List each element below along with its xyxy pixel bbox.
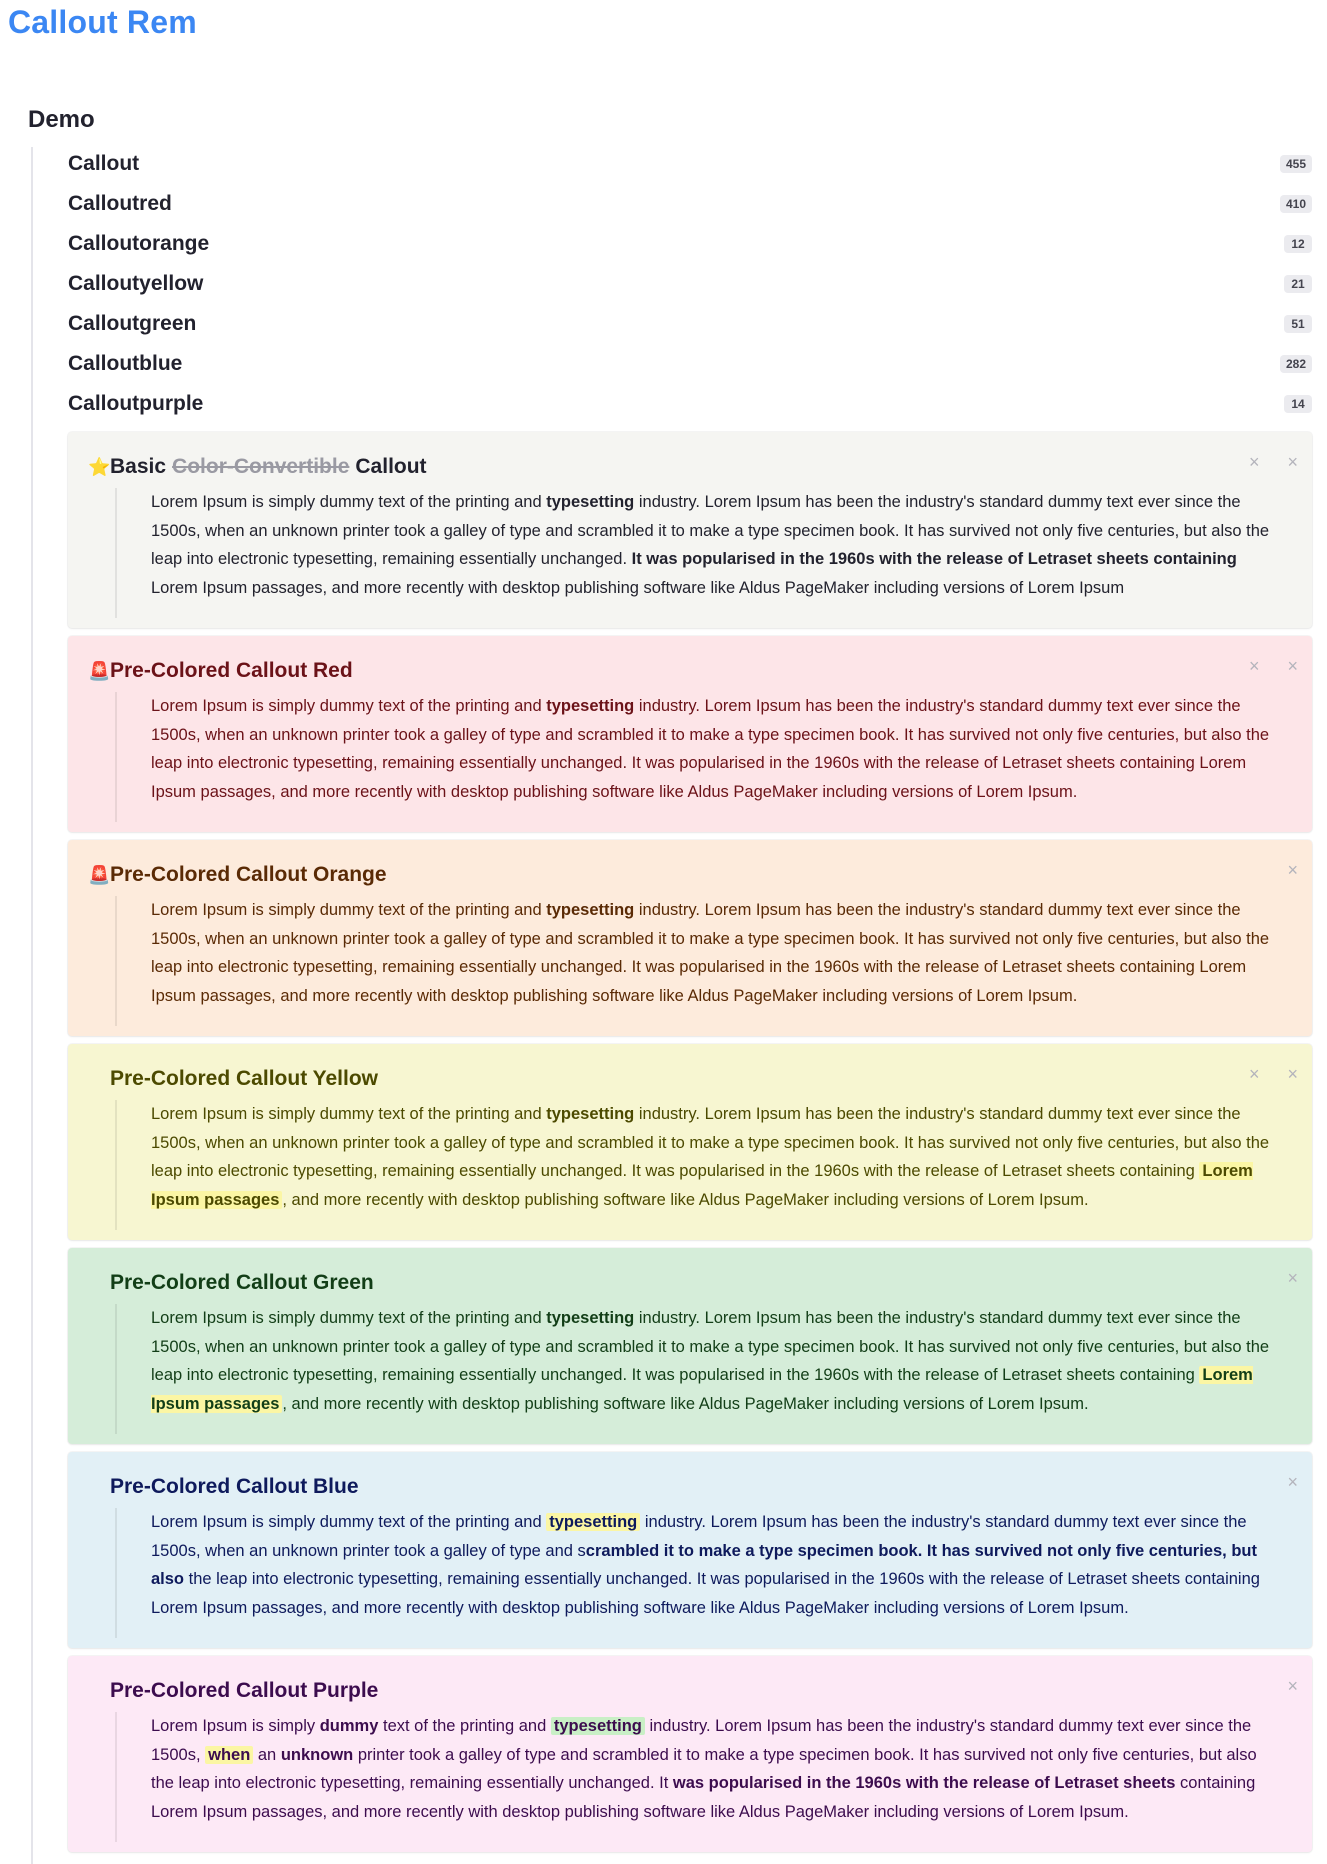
close-group — [1249, 1065, 1298, 1083]
body-bold: unknown — [280, 1745, 354, 1764]
count-badge: 14 — [1284, 395, 1312, 413]
body-text: industry. Lorem Ipsum has been the industry's standard dummy text ever since the 1500s, when an unknown printer took a galley of type and s — [151, 1513, 1247, 1560]
siren-icon: 🚨 — [88, 865, 111, 885]
count-badge: 51 — [1284, 315, 1312, 333]
tree-item-calloutgreen[interactable] — [68, 304, 1314, 344]
callout-header — [88, 1066, 378, 1092]
close-group — [1287, 1677, 1298, 1695]
callout-title-part: Callout — [355, 455, 427, 478]
section-heading-demo[interactable]: Demo — [28, 106, 95, 133]
close-icon[interactable]: × — [1248, 1064, 1260, 1084]
tree-item-label: Calloutgreen — [68, 312, 197, 335]
tree-item-label: Calloutred — [68, 192, 172, 215]
body-text: Lorem Ipsum is simply dummy text of the printing and — [151, 1309, 547, 1327]
body-text: containing Lorem Ipsum passages, and more recently with desktop publishing software like Aldus PageMaker including versions of Lorem Ipsum. — [151, 1774, 1256, 1821]
count-badge: 282 — [1280, 355, 1312, 373]
callout-body[interactable] — [115, 1100, 1282, 1230]
body-text: printer took a galley of type and scrambled it to make a type specimen book. It has survived not only five centuries, but also the leap into electronic typesetting, remaining essentially unchanged. It — [151, 1745, 1257, 1793]
body-bold: was popularised in the 1960s with the release of Letraset sheets — [672, 1774, 1176, 1793]
body-bold: typesetting — [546, 1309, 635, 1327]
close-icon[interactable]: × — [1287, 1472, 1298, 1492]
tree-item-label: Calloutyellow — [68, 272, 204, 295]
tree-item-label: Callout — [68, 152, 140, 175]
callout-orange[interactable] — [68, 840, 1312, 1036]
tree-indent-line — [31, 147, 33, 1864]
callout-list — [68, 432, 1312, 1860]
body-text: an — [253, 1745, 281, 1764]
callout-header — [88, 862, 387, 888]
tree-item-callout[interactable] — [68, 144, 1314, 184]
count-badge: 21 — [1284, 275, 1312, 293]
callout-title[interactable] — [110, 455, 427, 479]
body-text: , and more recently with desktop publishing software like Aldus PageMaker including versions of Lorem Ipsum. — [282, 1394, 1089, 1413]
body-text: Lorem Ipsum passages, and more recently with desktop publishing software like Aldus PageMaker including versions of Lorem Ipsum — [151, 578, 1125, 597]
callout-title[interactable]: Pre-Colored Callout Red — [110, 659, 353, 682]
tree-item-calloutyellow[interactable] — [68, 264, 1314, 304]
tree-item-calloutblue[interactable] — [68, 344, 1314, 384]
body-text: industry. Lorem Ipsum has been the industry's standard dummy text ever since the 1500s, — [151, 1717, 1252, 1764]
callout-body[interactable] — [115, 896, 1282, 1026]
body-highlight: typesetting — [546, 1513, 640, 1531]
body-text: , and more recently with desktop publishing software like Aldus PageMaker including versions of Lorem Ipsum. — [282, 1190, 1089, 1209]
callout-header — [88, 454, 427, 480]
body-text: industry. Lorem Ipsum has been the industry's standard dummy text ever since the 1500s, when an unknown printer took a galley of type and scrambled it to make a type specimen book. It has survived not only five centuries, but also the leap into electronic typesetting, remaining essentially unchanged. It was popularised in the 1960s with the release of Letraset sheets containing — [151, 1309, 1270, 1385]
callout-body[interactable] — [115, 692, 1282, 822]
callout-green[interactable] — [68, 1248, 1312, 1444]
close-icon[interactable]: × — [1287, 656, 1298, 676]
close-group — [1287, 861, 1298, 879]
callout-title[interactable]: Pre-Colored Callout Purple — [110, 1679, 379, 1702]
body-bold: crambled it to make a type specimen book. It has survived not only five centuries, but also — [151, 1541, 1257, 1589]
body-text: industry. Lorem Ipsum has been the industry's standard dummy text ever since the 1500s, when an unknown printer took a galley of type and scrambled it to make a type specimen book. It has survived not only five centuries, but also the leap into electronic typesetting, remaining essentially unchanged. It was popularised in the 1960s with the release of Letraset sheets containing — [151, 1105, 1270, 1181]
callout-title-part: Basic — [110, 455, 167, 478]
tree-item-calloutorange[interactable] — [68, 224, 1314, 264]
tree-item-calloutred[interactable] — [68, 184, 1314, 224]
tree-item-label: Calloutorange — [68, 232, 210, 255]
close-icon[interactable]: × — [1248, 452, 1260, 472]
close-icon[interactable]: × — [1287, 452, 1298, 472]
body-bold: dummy — [319, 1717, 379, 1735]
callout-red[interactable] — [68, 636, 1312, 832]
body-text: industry. Lorem Ipsum has been the industry's standard dummy text ever since the 1500s, when an unknown printer took a galley of type and scrambled it to make a type specimen book. It has survived not only five centuries, but also the leap into electronic typesetting, remaining essentially unchanged. — [151, 493, 1270, 569]
close-icon[interactable]: × — [1287, 860, 1298, 880]
callout-header — [88, 1270, 374, 1296]
close-icon[interactable]: × — [1287, 1064, 1298, 1084]
close-group — [1287, 1269, 1298, 1287]
body-highlight: when — [205, 1746, 253, 1764]
body-bold: typesetting — [546, 901, 635, 919]
rem-tree — [68, 144, 1314, 424]
callout-basic[interactable] — [68, 432, 1312, 628]
callout-body[interactable] — [115, 1712, 1282, 1842]
callout-body[interactable] — [115, 488, 1282, 618]
close-group — [1249, 657, 1298, 675]
body-bold: typesetting — [546, 493, 635, 511]
body-text: Lorem Ipsum is simply dummy text of the printing and — [151, 493, 547, 511]
callout-header — [88, 1474, 359, 1500]
tree-item-label: Calloutpurple — [68, 392, 204, 415]
callout-header — [88, 658, 353, 684]
tree-item-label: Calloutblue — [68, 352, 183, 375]
body-bold: typesetting — [546, 1105, 635, 1123]
body-highlight: typesetting — [551, 1717, 645, 1735]
callout-yellow[interactable] — [68, 1044, 1312, 1240]
body-text: Lorem Ipsum is simply dummy text of the printing and — [151, 1105, 547, 1123]
body-highlight: Lorem Ipsum passages — [151, 1162, 1253, 1209]
callout-title[interactable]: Pre-Colored Callout Blue — [110, 1475, 359, 1498]
body-bold: typesetting — [546, 697, 635, 715]
count-badge: 410 — [1280, 195, 1312, 213]
callout-body[interactable] — [115, 1508, 1282, 1638]
callout-purple[interactable] — [68, 1656, 1312, 1852]
callout-title[interactable]: Pre-Colored Callout Orange — [110, 863, 387, 886]
close-group — [1287, 1473, 1298, 1491]
page-title: Callout Rem — [8, 4, 197, 40]
close-icon[interactable]: × — [1248, 656, 1260, 676]
callout-blue[interactable] — [68, 1452, 1312, 1648]
body-text: industry. Lorem Ipsum has been the industry's standard dummy text ever since the 1500s, when an unknown printer took a galley of type and scrambled it to make a type specimen book. It has survived not only five centuries, but also the leap into electronic typesetting, remaining essentially unchanged. It was popularised in the 1960s with the release of Letraset sheets containing Lorem Ipsum passages, and more recently with desktop publishing software like Aldus PageMaker including versions of Lorem Ipsum. — [151, 901, 1270, 1005]
close-icon[interactable]: × — [1287, 1676, 1298, 1696]
close-group — [1249, 453, 1298, 471]
callout-header — [88, 1678, 378, 1704]
callout-title[interactable]: Pre-Colored Callout Green — [110, 1271, 374, 1294]
callout-title[interactable]: Pre-Colored Callout Yellow — [110, 1067, 378, 1090]
count-badge: 12 — [1284, 235, 1312, 253]
body-highlight: Lorem Ipsum passages — [151, 1366, 1253, 1413]
count-badge: 455 — [1280, 155, 1312, 173]
callout-body[interactable] — [115, 1304, 1282, 1434]
body-text: text of the printing and — [378, 1717, 551, 1735]
tree-item-calloutpurple[interactable] — [68, 384, 1314, 424]
body-text: Lorem Ipsum is simply dummy text of the printing and — [151, 1513, 547, 1531]
siren-icon: 🚨 — [88, 661, 111, 681]
body-text: industry. Lorem Ipsum has been the industry's standard dummy text ever since the 1500s, when an unknown printer took a galley of type and scrambled it to make a type specimen book. It has survived not only five centuries, but also the leap into electronic typesetting, remaining essentially unchanged. It was popularised in the 1960s with the release of Letraset sheets containing Lorem Ipsum passages, and more recently with desktop publishing software like Aldus PageMaker including versions of Lorem Ipsum. — [151, 697, 1270, 801]
body-text: Lorem Ipsum is simply — [151, 1717, 320, 1735]
callout-title-strikethrough: Color-Convertible — [172, 455, 350, 478]
body-text: Lorem Ipsum is simply dummy text of the printing and — [151, 901, 547, 919]
star-icon: ⭐ — [88, 457, 111, 477]
close-icon[interactable]: × — [1287, 1268, 1298, 1288]
body-text: the leap into electronic typesetting, remaining essentially unchanged. It was popularised in the 1960s with the release of Letraset sheets containing Lorem Ipsum passages, and more recently with desktop publishing software like Aldus PageMaker including versions of Lorem Ipsum. — [151, 1570, 1260, 1617]
body-text: Lorem Ipsum is simply dummy text of the printing and — [151, 697, 547, 715]
body-bold: It was popularised in the 1960s with the release of Letraset sheets containing — [631, 550, 1237, 569]
